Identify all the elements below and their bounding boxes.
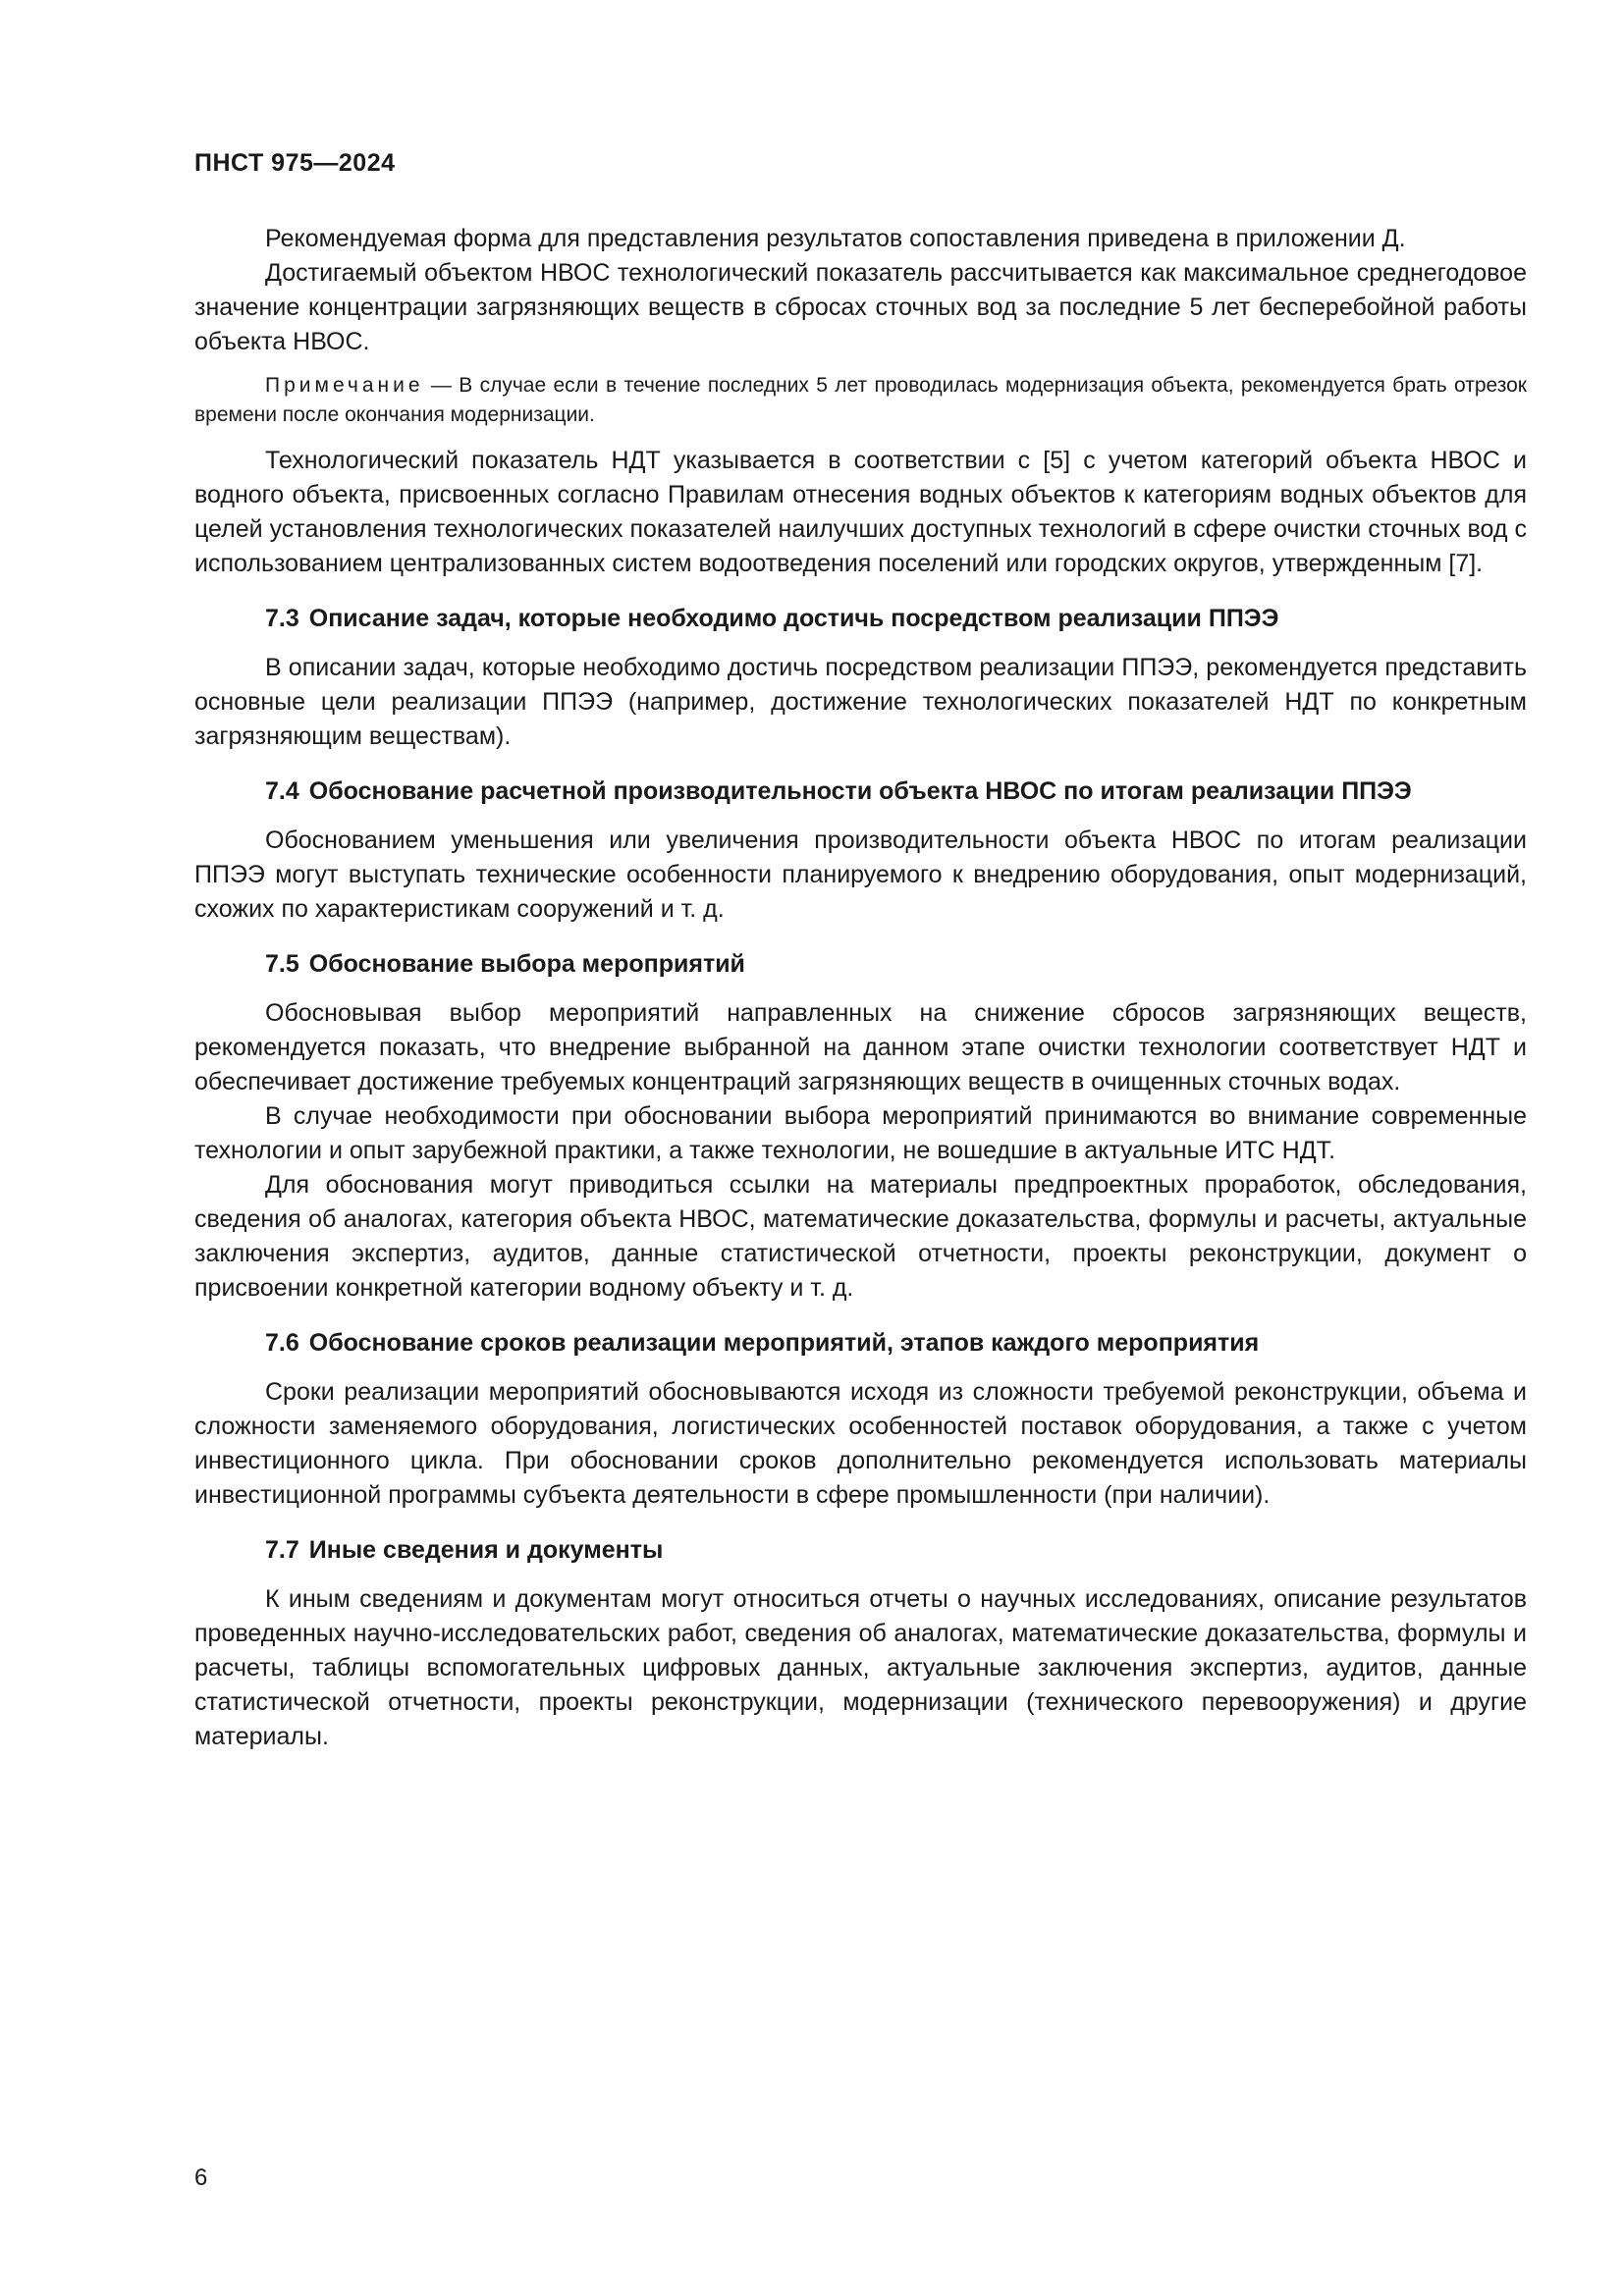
- paragraph: Рекомендуемая форма для представления результатов сопоставления приведена в приложении Д.: [265, 225, 1406, 252]
- section-title: Описание задач, которые необходимо достичь посредством реализации ППЭЭ: [308, 605, 1279, 632]
- section-heading: [194, 1534, 1527, 1567]
- paragraph: К иным сведениям и документам могут относиться отчеты о научных исследованиях, описание результатов проведенных научно-исследовательских работ, сведения об аналогах, математические доказательства, формулы и расчеты, таблицы вспомогательных цифровых данных, актуальные заключения экспертиз, аудитов, данные статистической отчетности, проекты реконструкции, модернизации (технического перевооружения) и другие материалы.: [194, 1585, 1527, 1750]
- paragraph: Сроки реализации мероприятий обосновываются исходя из сложности требуемой реконструкции, объема и сложности заменяемого оборудования, логистических особенностей поставок оборудования, а также с учетом инвестиционного цикла. При обосновании сроков дополнительно рекомендуется использовать материалы инвестиционной программы субъекта деятельности в сфере промышленности (при наличии).: [194, 1378, 1527, 1509]
- paragraph: Достигаемый объектом НВОС технологический показатель рассчитывается как максимальное среднегодовое значение концентрации загрязняющих веществ в сбросах сточных вод за последние 5 лет бесперебойной работы объекта НВОС.: [194, 259, 1527, 355]
- paragraph: Обоснованием уменьшения или увеличения производительности объекта НВОС по итогам реализации ППЭЭ могут выступать технические особенности планируемого к внедрению оборудования, опыт модернизаций, схожих по характеристикам сооружений и т. д.: [194, 827, 1527, 923]
- section-number: 7.3: [265, 605, 299, 632]
- paragraph: Обосновывая выбор мероприятий направленных на снижение сбросов загрязняющих веществ, рекомендуется показать, что внедрение выбранной на данном этапе очистки технологии соответствует НДТ и обеспечивает достижение требуемых концентраций загрязняющих веществ в очищенных сточных водах.: [194, 999, 1527, 1095]
- note-text: — В случае если в течение последних 5 лет проводилась модернизация объекта, рекомендуется брать отрезок времени после окончания модернизации.: [194, 374, 1527, 426]
- note: [194, 371, 1527, 430]
- section-title: Обоснование выбора мероприятий: [308, 950, 745, 978]
- section-heading: [194, 1327, 1527, 1360]
- document-code: ПНСТ 975—2024: [194, 149, 396, 177]
- section-title: Иные сведения и документы: [308, 1536, 664, 1564]
- section-title: Обоснование расчетной производительности объекта НВОС по итогам реализации ППЭЭ: [308, 777, 1412, 805]
- paragraph: В случае необходимости при обосновании выбора мероприятий принимаются во внимание современные технологии и опыт зарубежной практики, а также технологии, не вошедшие в актуальные ИТС НДТ.: [194, 1102, 1527, 1164]
- section-heading: [194, 948, 1527, 981]
- note-label: Примечание: [265, 374, 424, 397]
- section-title: Обоснование сроков реализации мероприятий, этапов каждого мероприятия: [308, 1329, 1260, 1357]
- paragraph: Технологический показатель НДТ указывается в соответствии с [5] с учетом категорий объекта НВОС и водного объекта, присвоенных согласно Правилам отнесения водных объектов к категориям водных объектов для целей установления технологических показателей наилучших доступных технологий в сфере очистки сточных вод с использованием централизованных систем водоотведения поселений или городских округов, утвержденным [7].: [194, 447, 1527, 577]
- page-number: 6: [194, 2164, 208, 2191]
- section-heading: [194, 603, 1527, 635]
- document-body: [194, 222, 1527, 1754]
- section-number: 7.4: [265, 777, 299, 805]
- section-number: 7.7: [265, 1536, 299, 1564]
- section-number: 7.5: [265, 950, 299, 978]
- section-number: 7.6: [265, 1329, 299, 1357]
- section-heading: [194, 775, 1527, 808]
- paragraph: В описании задач, которые необходимо достичь посредством реализации ППЭЭ, рекомендуется представить основные цели реализации ППЭЭ (например, достижение технологических показателей НДТ по конкретным загрязняющим веществам).: [194, 654, 1527, 750]
- paragraph: Для обоснования могут приводиться ссылки на материалы предпроектных проработок, обследования, сведения об аналогах, категория объекта НВОС, математические доказательства, формулы и расчеты, актуальные заключения экспертиз, аудитов, данные статистической отчетности, проекты реконструкции, документ о присвоении конкретной категории водному объекту и т. д.: [194, 1171, 1527, 1302]
